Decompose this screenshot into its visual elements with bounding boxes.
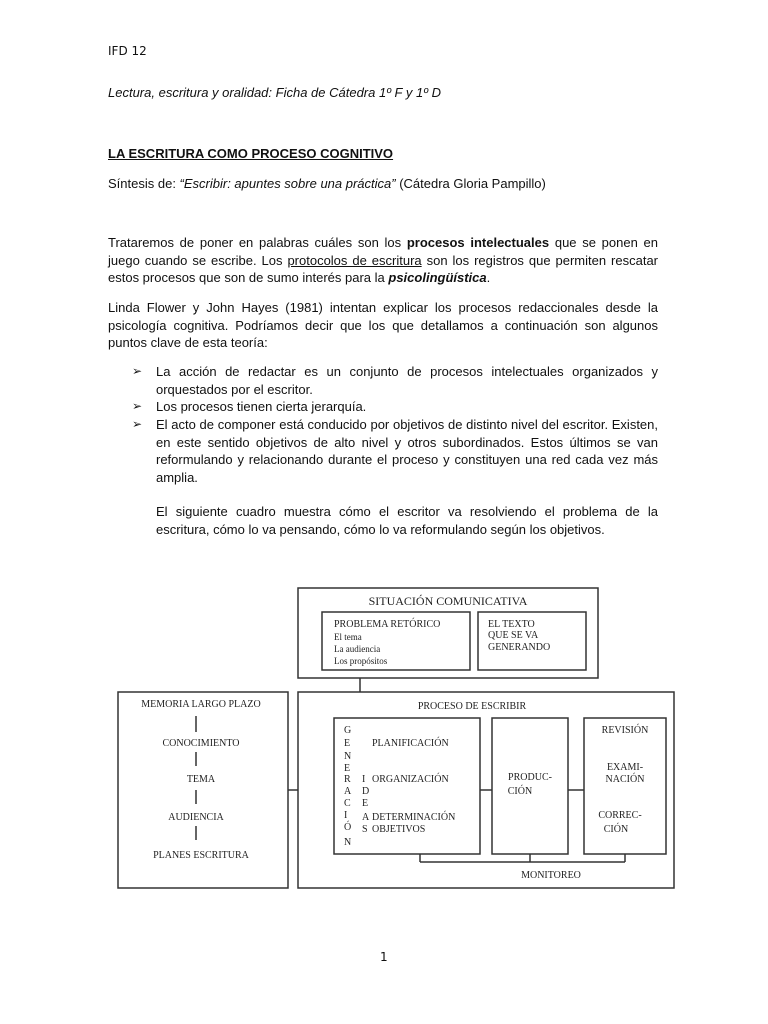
label-texto-1: EL TEXTO — [488, 619, 535, 630]
p1-underlined-protocolos: protocolos de escritura — [287, 252, 422, 268]
gen-letter: N — [344, 751, 352, 762]
gen-letter: G — [344, 725, 352, 736]
arrow-bullet-icon: ➢ — [132, 417, 143, 431]
synthesis-suffix: (Cátedra Gloria Pampillo) — [395, 176, 546, 191]
label-los-propositos: Los propósitos — [334, 656, 388, 666]
label-obj-prefix: S — [362, 824, 368, 835]
bullet-text-1: La acción de redactar es un conjunto de procesos intelectuales organizados y orquestados por el escritor. — [156, 364, 658, 397]
label-determinacion: DETERMINACIÓN — [372, 812, 456, 823]
gen-letter: Ó — [344, 822, 352, 833]
label-org-prefix: I — [362, 774, 366, 785]
label-planes-escritura: PLANES ESCRITURA — [153, 850, 249, 861]
label-correccion-2: CIÓN — [603, 824, 629, 835]
label-det-prefix: A — [362, 812, 370, 823]
label-correccion-1: CORREC- — [598, 810, 642, 821]
gen-letter: I — [344, 810, 348, 821]
label-objetivos: OBJETIVOS — [372, 824, 426, 835]
gen-letter: E — [344, 738, 351, 749]
label-de-1: D — [362, 786, 370, 797]
gen-letter: E — [344, 763, 351, 774]
label-proceso-escribir: PROCESO DE ESCRIBIR — [417, 701, 527, 712]
label-texto-3: GENERANDO — [488, 642, 551, 653]
document-subtitle: Lectura, escritura y oralidad: Ficha de Cátedra 1º F y 1º D — [108, 85, 441, 100]
p1-text-c: que se ponen en juego cuando se escribe. Los — [108, 235, 658, 268]
paragraph-diagram-intro: El siguiente cuadro muestra cómo el escritor va resolviendo el problema de la escritura, cómo lo va pensando, cómo lo va reformulando según los objetivos. — [156, 504, 658, 537]
p1-text-g: . — [486, 270, 491, 285]
label-produccion-2: CIÓN — [507, 786, 533, 797]
label-audiencia: AUDIENCIA — [168, 812, 224, 823]
synthesis-prefix: Síntesis de: — [108, 176, 180, 191]
gen-letter: N — [344, 837, 352, 848]
label-produccion-1: PRODUC- — [508, 772, 552, 783]
p1-text-a: Trataremos de poner en palabras cuáles son los — [108, 235, 407, 250]
page-number: 1 — [380, 950, 388, 964]
bullet-text-3: El acto de componer está conducido por objetivos de distinto nivel del escritor. Existen, en este sentido objetivos de alto nivel y otros subordinados. Estos últimos se van reformulando y relacionando durante el proceso y constituyen una red cada vez más amplia. — [156, 417, 658, 485]
label-examinacion-2: NACIÓN — [605, 774, 645, 785]
gen-letter: R — [344, 774, 351, 785]
p1-text-e: son los registros que permiten rescatar estos procesos que son de sumo interés para la — [108, 252, 659, 285]
label-el-tema: El tema — [334, 632, 362, 642]
header-code: IFD 12 — [108, 44, 147, 58]
label-situacion: SITUACIÓN COMUNICATIVA — [368, 594, 528, 608]
paragraph-flower-hayes: Linda Flower y John Hayes (1981) intentan explicar los procesos redaccionales desde la psicología cognitiva. Podríamos decir que los que detallamos a continuación son algunos puntos clave de esta teoría: — [108, 300, 658, 350]
label-de-2: E — [362, 798, 369, 809]
p1-bold-procesos: procesos intelectuales — [406, 235, 550, 250]
label-examinacion-1: EXAMI- — [606, 762, 644, 773]
label-organizacion: ORGANIZACIÓN — [372, 774, 449, 785]
synthesis-quote: “Escribir: apuntes sobre una práctica” — [179, 176, 396, 191]
label-problema: PROBLEMA RETÓRICO — [334, 619, 441, 630]
label-memoria: MEMORIA LARGO PLAZO — [141, 699, 261, 710]
label-texto-2: QUE SE VA — [488, 630, 539, 641]
label-conocimiento: CONOCIMIENTO — [162, 738, 240, 749]
p1-bold-psicolinguistica: psicolingüística — [388, 270, 487, 285]
arrow-bullet-icon: ➢ — [132, 399, 143, 413]
label-monitoreo: MONITOREO — [521, 870, 581, 881]
label-revision: REVISIÓN — [601, 725, 649, 736]
label-tema: TEMA — [186, 774, 216, 785]
gen-letter: A — [344, 786, 352, 797]
arrow-bullet-icon: ➢ — [132, 364, 143, 378]
document-title: LA ESCRITURA COMO PROCESO COGNITIVO — [108, 146, 394, 161]
label-planificacion: PLANIFICACIÓN — [372, 738, 449, 749]
gen-letter: C — [344, 798, 351, 809]
bullet-text-2: Los procesos tienen cierta jerarquía. — [156, 399, 367, 414]
label-la-audiencia: La audiencia — [334, 644, 381, 654]
